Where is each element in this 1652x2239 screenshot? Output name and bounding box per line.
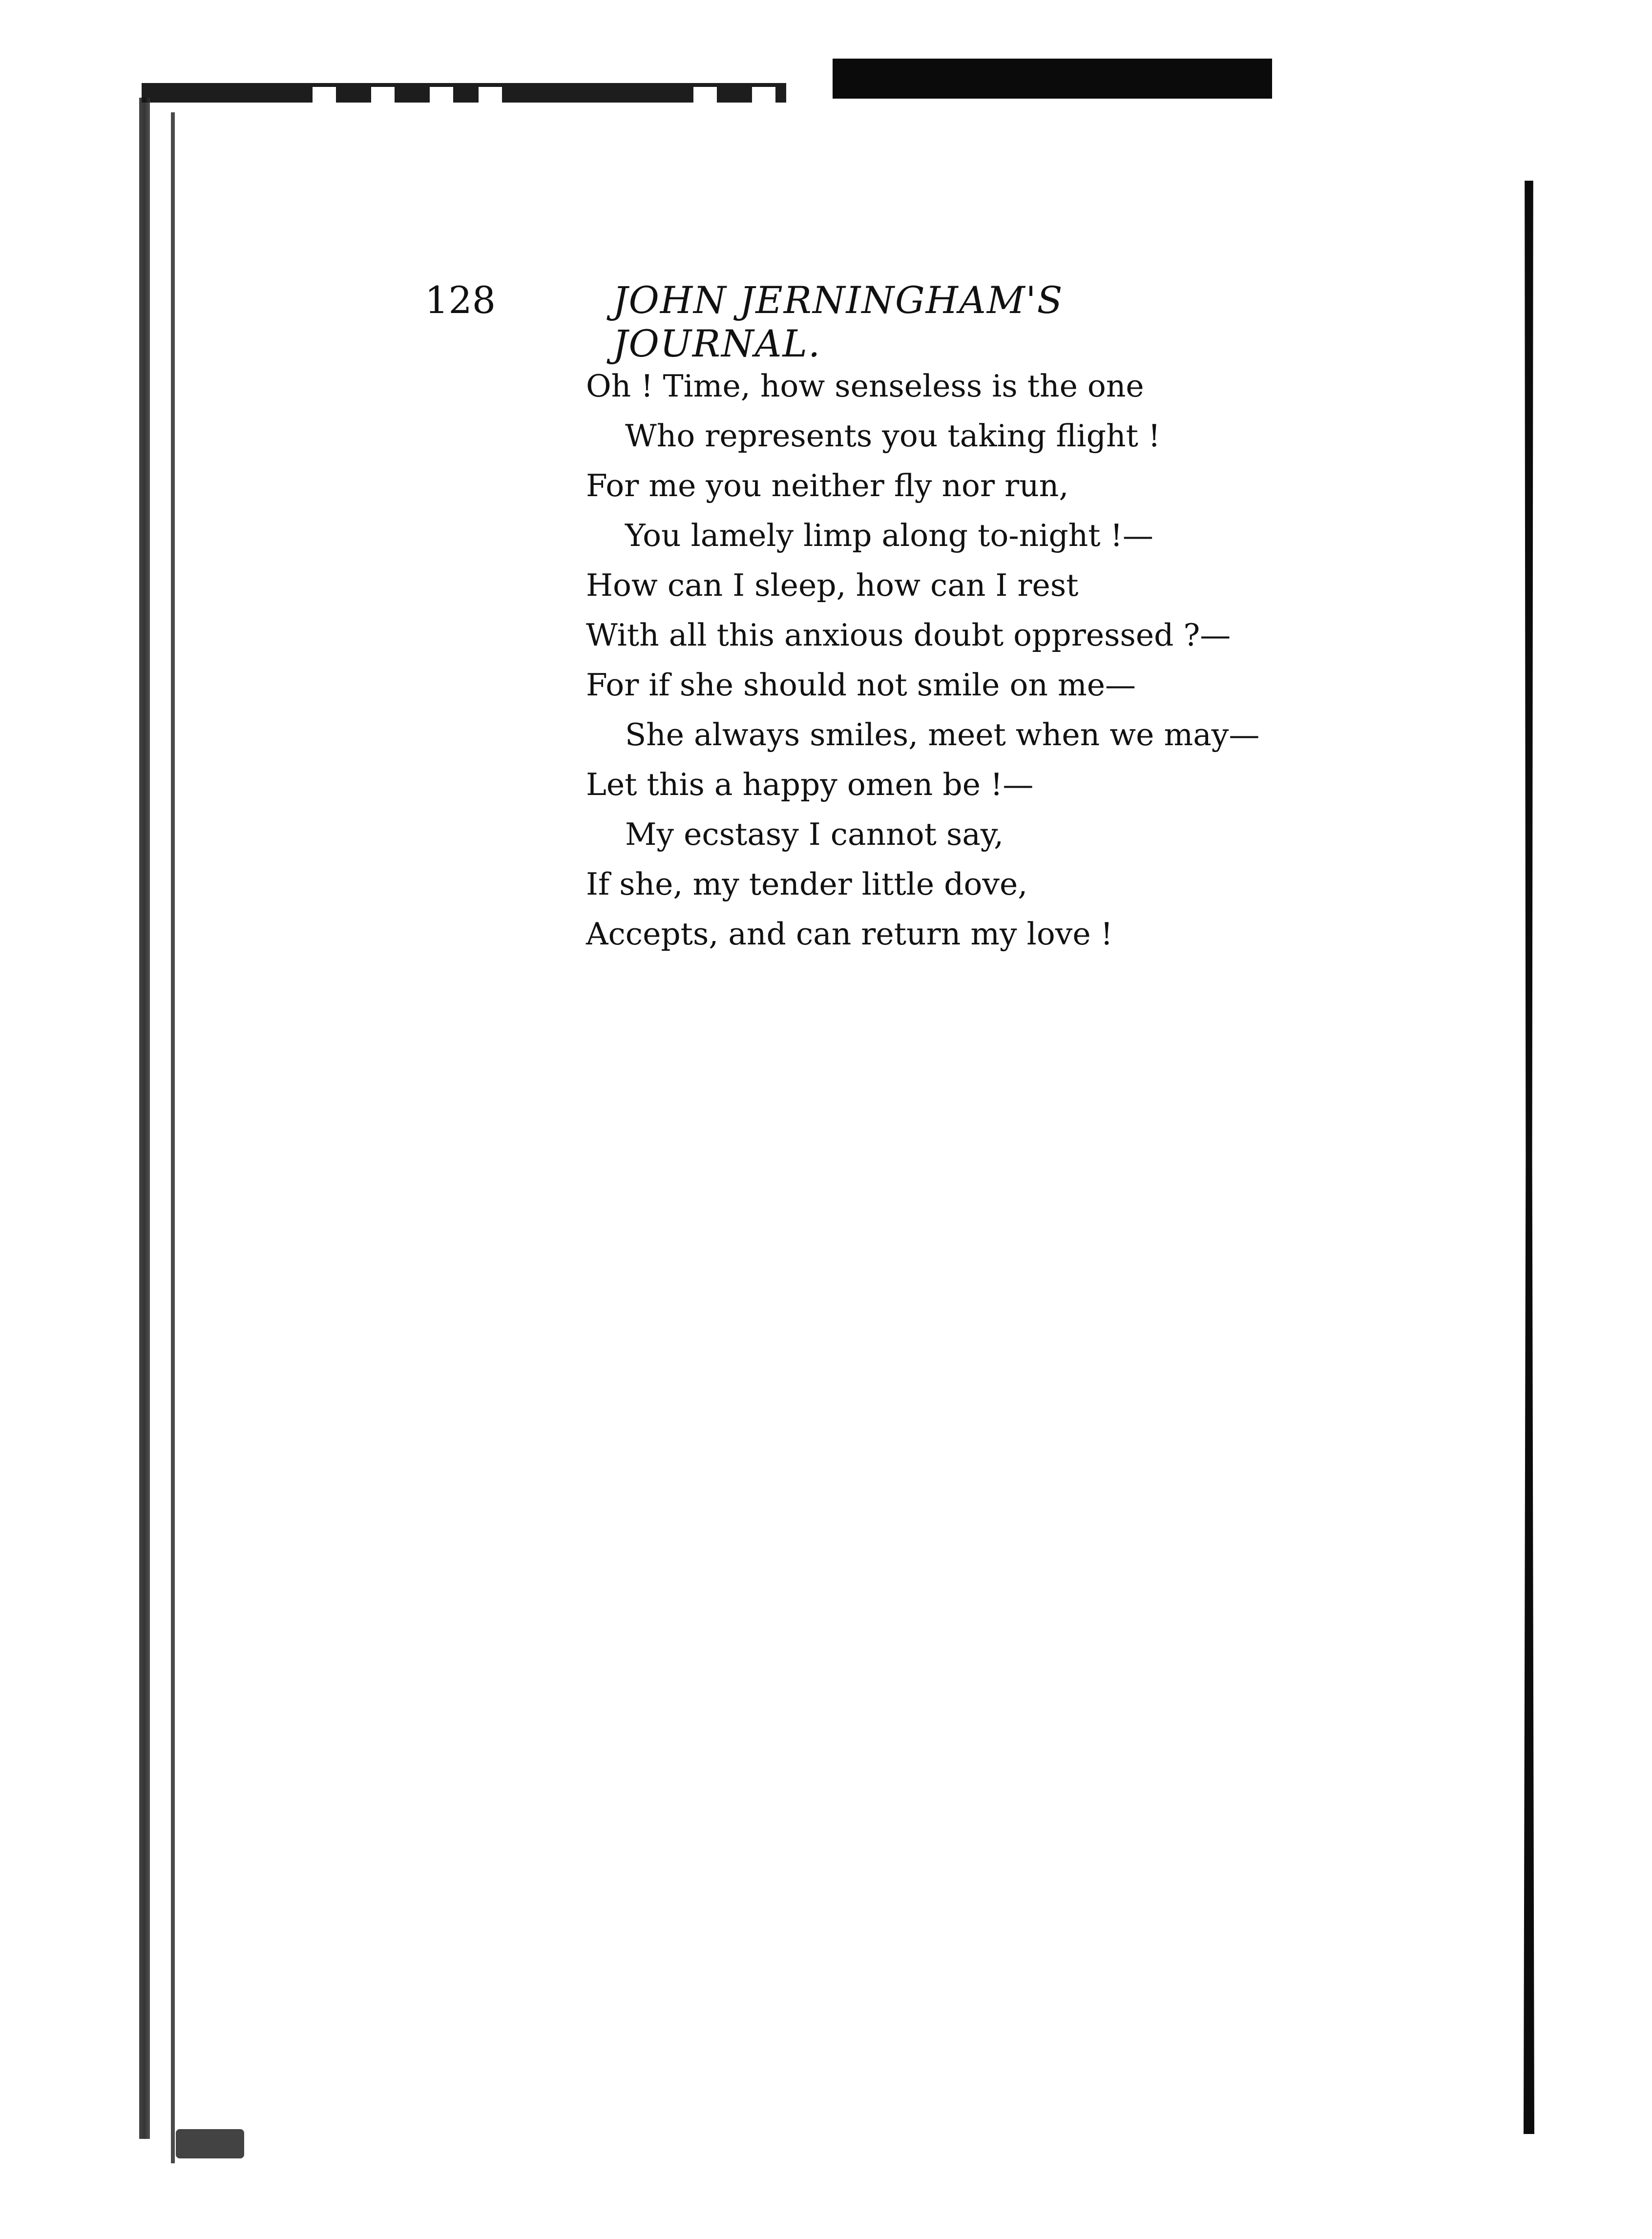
scan-bottom-smudge <box>176 2129 244 2158</box>
scan-right-edge <box>1524 181 1534 2134</box>
poem-line: With all this anxious doubt oppressed ?— <box>586 617 1231 653</box>
scan-gap <box>313 87 336 103</box>
poem-line: How can I sleep, how can I rest <box>586 567 1079 603</box>
poem-line: If she, my tender little dove, <box>586 866 1028 902</box>
scan-gap <box>752 87 775 103</box>
scan-gap <box>371 87 395 103</box>
scan-gap <box>430 87 453 103</box>
scan-left-edge <box>139 98 150 2139</box>
poem <box>586 361 1318 959</box>
page-header <box>425 278 1250 365</box>
scan-top-edge-left <box>142 83 786 103</box>
poem-line: She always smiles, meet when we may— <box>625 717 1260 753</box>
poem-line: Accepts, and can return my love ! <box>586 916 1113 952</box>
poem-line: For me you neither fly nor run, <box>586 468 1069 503</box>
poem-line: Oh ! Time, how senseless is the one <box>586 368 1144 404</box>
scan-gap <box>693 87 717 103</box>
page-number: 128 <box>425 278 496 322</box>
poem-line: You lamely limp along to-night !— <box>625 518 1153 553</box>
poem-line: Let this a happy omen be !— <box>586 767 1034 802</box>
scan-top-edge-right <box>833 59 1272 99</box>
scan-left-margin-line <box>171 112 175 2163</box>
poem-line: My ecstasy I cannot say, <box>625 816 1004 852</box>
running-title: JOHN JERNINGHAM'S JOURNAL. <box>613 278 1064 365</box>
poem-line: Who represents you taking flight ! <box>625 418 1161 454</box>
poem-line: For if she should not smile on me— <box>586 667 1136 703</box>
scan-gap <box>479 87 502 103</box>
